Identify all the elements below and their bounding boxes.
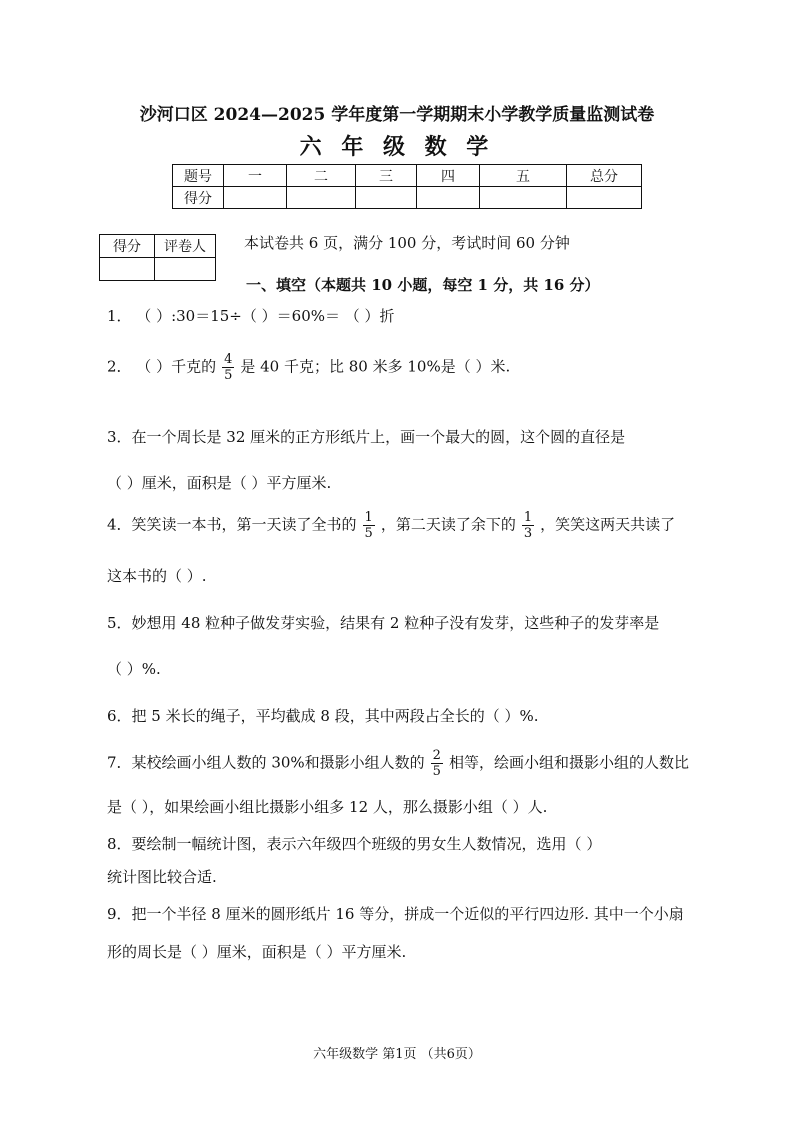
page-footer: 六年级数学 第1页 （共6页） <box>313 1047 481 1062</box>
question-7-line-2: 是（ ），如果绘画小组比摄影小组多 12 人，那么摄影小组（ ）人. <box>107 798 548 816</box>
fraction-numerator: 2 <box>432 748 441 763</box>
score-cell <box>480 187 567 209</box>
score-table-col-2: 二 <box>287 165 356 187</box>
score-cell <box>417 187 480 209</box>
grader-table-score-header: 得分 <box>100 235 155 258</box>
score-table-row-numbers <box>173 165 642 187</box>
score-cell <box>287 187 356 209</box>
score-table-row-scores <box>173 187 642 209</box>
grader-table <box>99 234 216 281</box>
question-4-line-1 <box>107 510 675 541</box>
exam-info: 本试卷共 6 页，满分 100 分，考试时间 60 分钟 <box>244 234 570 252</box>
question-7-text-a: 7．某校绘画小组人数的 30%和摄影小组人数的 <box>107 753 425 772</box>
question-7-line-1 <box>107 748 689 779</box>
question-4-text-a: 4．笑笑读一本书，第一天读了全书的 <box>107 515 357 534</box>
fraction-denominator: 5 <box>224 368 233 383</box>
score-table-col-total: 总分 <box>567 165 642 187</box>
question-9-line-1: 9．把一个半径 8 厘米的圆形纸片 16 等分，拼成一个近似的平行四边形. 其中一个小扇 <box>107 905 684 923</box>
score-table-col-4: 四 <box>417 165 480 187</box>
exam-subtitle: 六 年 级 数 学 <box>299 134 495 160</box>
question-1: 1． （ ）:30＝15÷（ ）＝60%＝ （ ）折 <box>107 307 395 325</box>
fraction-numerator: 1 <box>364 510 373 525</box>
fraction-denominator: 5 <box>432 764 441 779</box>
exam-title: 沙河口区 2024—2025 学年度第一学期期末小学教学质量监测试卷 <box>139 105 655 125</box>
fraction-denominator: 3 <box>523 526 533 541</box>
fraction-four-fifths <box>222 352 234 383</box>
fraction-one-third <box>522 510 534 541</box>
score-cell <box>567 187 642 209</box>
grader-table-grader-header: 评卷人 <box>155 235 216 258</box>
fraction-two-fifths <box>431 748 443 779</box>
question-3-line-1: 3．在一个周长是 32 厘米的正方形纸片上，画一个最大的圆，这个圆的直径是 <box>107 428 626 446</box>
score-table <box>172 164 642 209</box>
score-table-col-3: 三 <box>356 165 417 187</box>
question-4-line-2: 这本书的（ ）. <box>107 567 207 585</box>
score-cell <box>224 187 287 209</box>
fraction-numerator: 4 <box>224 352 233 367</box>
question-2-text-a: 2． （ ）千克的 <box>107 357 217 376</box>
question-7-text-b: 相等，绘画小组和摄影小组的人数比 <box>448 753 689 772</box>
grader-name-cell <box>155 258 216 281</box>
fraction-one-fifth <box>363 510 375 541</box>
question-6: 6．把 5 米长的绳子，平均截成 8 段，其中两段占全长的（ ）%. <box>107 707 539 725</box>
question-3-line-2: （ ）厘米，面积是（ ）平方厘米. <box>107 474 332 492</box>
grader-score-cell <box>100 258 155 281</box>
question-8-line-2: 统计图比较合适. <box>107 868 217 886</box>
question-8-line-1: 8．要绘制一幅统计图，表示六年级四个班级的男女生人数情况，选用（ ） <box>107 835 602 853</box>
section-1-heading: 一、填空（本题共 10 小题，每空 1 分，共 16 分） <box>246 276 600 294</box>
question-2 <box>107 352 510 383</box>
fraction-denominator: 5 <box>364 526 373 541</box>
question-5-line-2: （ ）%. <box>107 660 161 678</box>
score-table-col-5: 五 <box>480 165 567 187</box>
score-table-col-1: 一 <box>224 165 287 187</box>
fraction-numerator: 1 <box>523 510 533 525</box>
score-table-row-label: 题号 <box>173 165 224 187</box>
score-table-row-label: 得分 <box>173 187 224 209</box>
question-9-line-2: 形的周长是（ ）厘米，面积是（ ）平方厘米. <box>107 943 407 961</box>
question-4-text-b: ，第二天读了余下的 <box>380 515 516 534</box>
question-5-line-1: 5．妙想用 48 粒种子做发芽实验，结果有 2 粒种子没有发芽，这些种子的发芽率是 <box>107 614 660 632</box>
question-2-text-b: 是 40 千克；比 80 米多 10%是（ ）米. <box>240 357 511 376</box>
question-4-text-c: ，笑笑这两天共读了 <box>540 515 676 534</box>
score-cell <box>356 187 417 209</box>
